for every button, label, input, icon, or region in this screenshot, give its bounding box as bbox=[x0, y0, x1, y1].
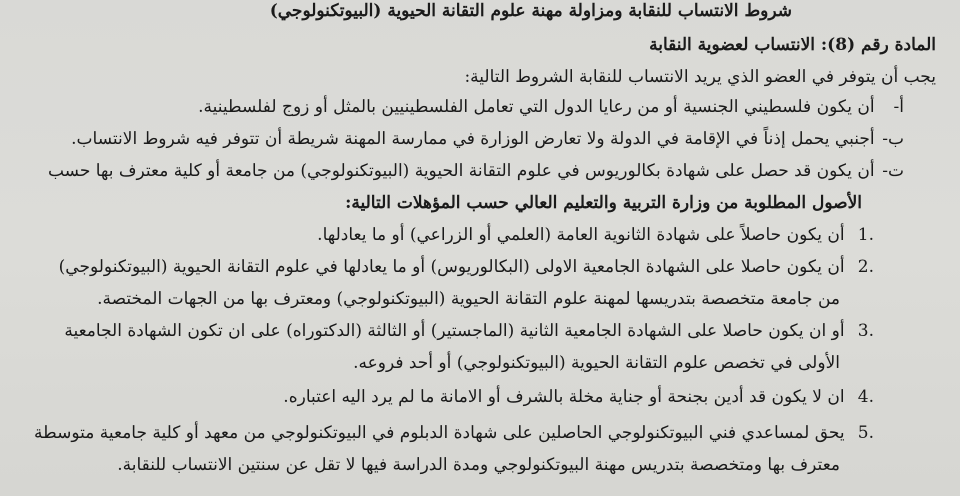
qualification-text: أو ان يكون حاصلا على الشهادة الجامعية الثانية (الماجستير) أو الثالثة (الدكتوراه) على ان تكون الشهادة الجامعية bbox=[64, 321, 845, 341]
qualification-item bbox=[0, 256, 874, 278]
qualification-text: يحق لمساعدي فني البيوتكنولوجي الحاصلين على شهادة الدبلوم في البيوتكنولوجي من معهد أو كلية جامعية متوسطة bbox=[34, 423, 845, 443]
condition-item bbox=[0, 128, 904, 150]
qualification-marker: .2 bbox=[857, 257, 874, 277]
qualification-marker: .4 bbox=[857, 387, 874, 407]
article-heading: المادة رقم (8): الانتساب لعضوية النقابة bbox=[649, 35, 936, 55]
condition-text-continued: الأصول المطلوبة من وزارة التربية والتعليم العالي حسب المؤهلات التالية: bbox=[345, 193, 862, 213]
document-title: شروط الانتساب للنقابة ومزاولة مهنة علوم التقانة الحيوية (البيوتكنولوجي) bbox=[269, 1, 792, 21]
qualification-marker: .5 bbox=[857, 423, 874, 443]
condition-item bbox=[0, 96, 904, 118]
condition-marker: ت- bbox=[882, 161, 904, 181]
condition-item bbox=[0, 160, 904, 182]
qualification-marker: .1 bbox=[857, 225, 874, 245]
qualification-text: أن يكون حاصلاً على شهادة الثانوية العامة (العلمي أو الزراعي) أو ما يعادلها. bbox=[317, 225, 845, 245]
condition-text: أجنبي يحمل إذناً في الإقامة في الدولة ولا تعارض الوزارة في ممارسة المهنة شريطة أن تتوفر فيه شروط الانتساب. bbox=[71, 129, 875, 149]
qualification-item bbox=[0, 422, 874, 444]
qualification-text-continued: معترف بها ومتخصصة بتدريس مهنة البيوتكنولوجي ومدة الدراسة فيها لا تقل عن سنتين الانتساب للنقابة. bbox=[117, 455, 840, 475]
condition-marker: أ- bbox=[893, 97, 904, 117]
qualification-text-continued: الأولى في تخصص علوم التقانة الحيوية (البيوتكنولوجي) أو أحد فروعه. bbox=[353, 353, 840, 373]
condition-text: أن يكون قد حصل على شهادة بكالوريوس في علوم التقانة الحيوية (البيوتكنولوجي) من جامعة أو كلية معترف بها حسب bbox=[47, 161, 875, 181]
qualification-item bbox=[0, 386, 874, 408]
qualification-text: أن يكون حاصلا على الشهادة الجامعية الاولى (البكالوريوس) أو ما يعادلها في علوم التقانة الحيوية (البيوتكنولوجي) bbox=[58, 257, 845, 277]
qualification-marker: .3 bbox=[857, 321, 874, 341]
intro-text: يجب أن يتوفر في العضو الذي يريد الانتساب للنقابة الشروط التالية: bbox=[464, 67, 936, 87]
qualification-item bbox=[0, 320, 874, 342]
qualification-text-continued: من جامعة متخصصة بتدريسها لمهنة علوم التقانة الحيوية (البيوتكنولوجي) ومعترف بها من الجهات المختصة. bbox=[97, 289, 840, 309]
qualification-text: ان لا يكون قد أدين بجنحة أو جناية مخلة بالشرف أو الامانة ما لم يرد اليه اعتباره. bbox=[283, 387, 845, 407]
condition-text: أن يكون فلسطيني الجنسية أو من رعايا الدول التي تعامل الفلسطينيين بالمثل أو زوج لفلسطينية. bbox=[198, 97, 875, 117]
condition-marker: ب- bbox=[882, 129, 904, 149]
qualification-item bbox=[0, 224, 874, 246]
